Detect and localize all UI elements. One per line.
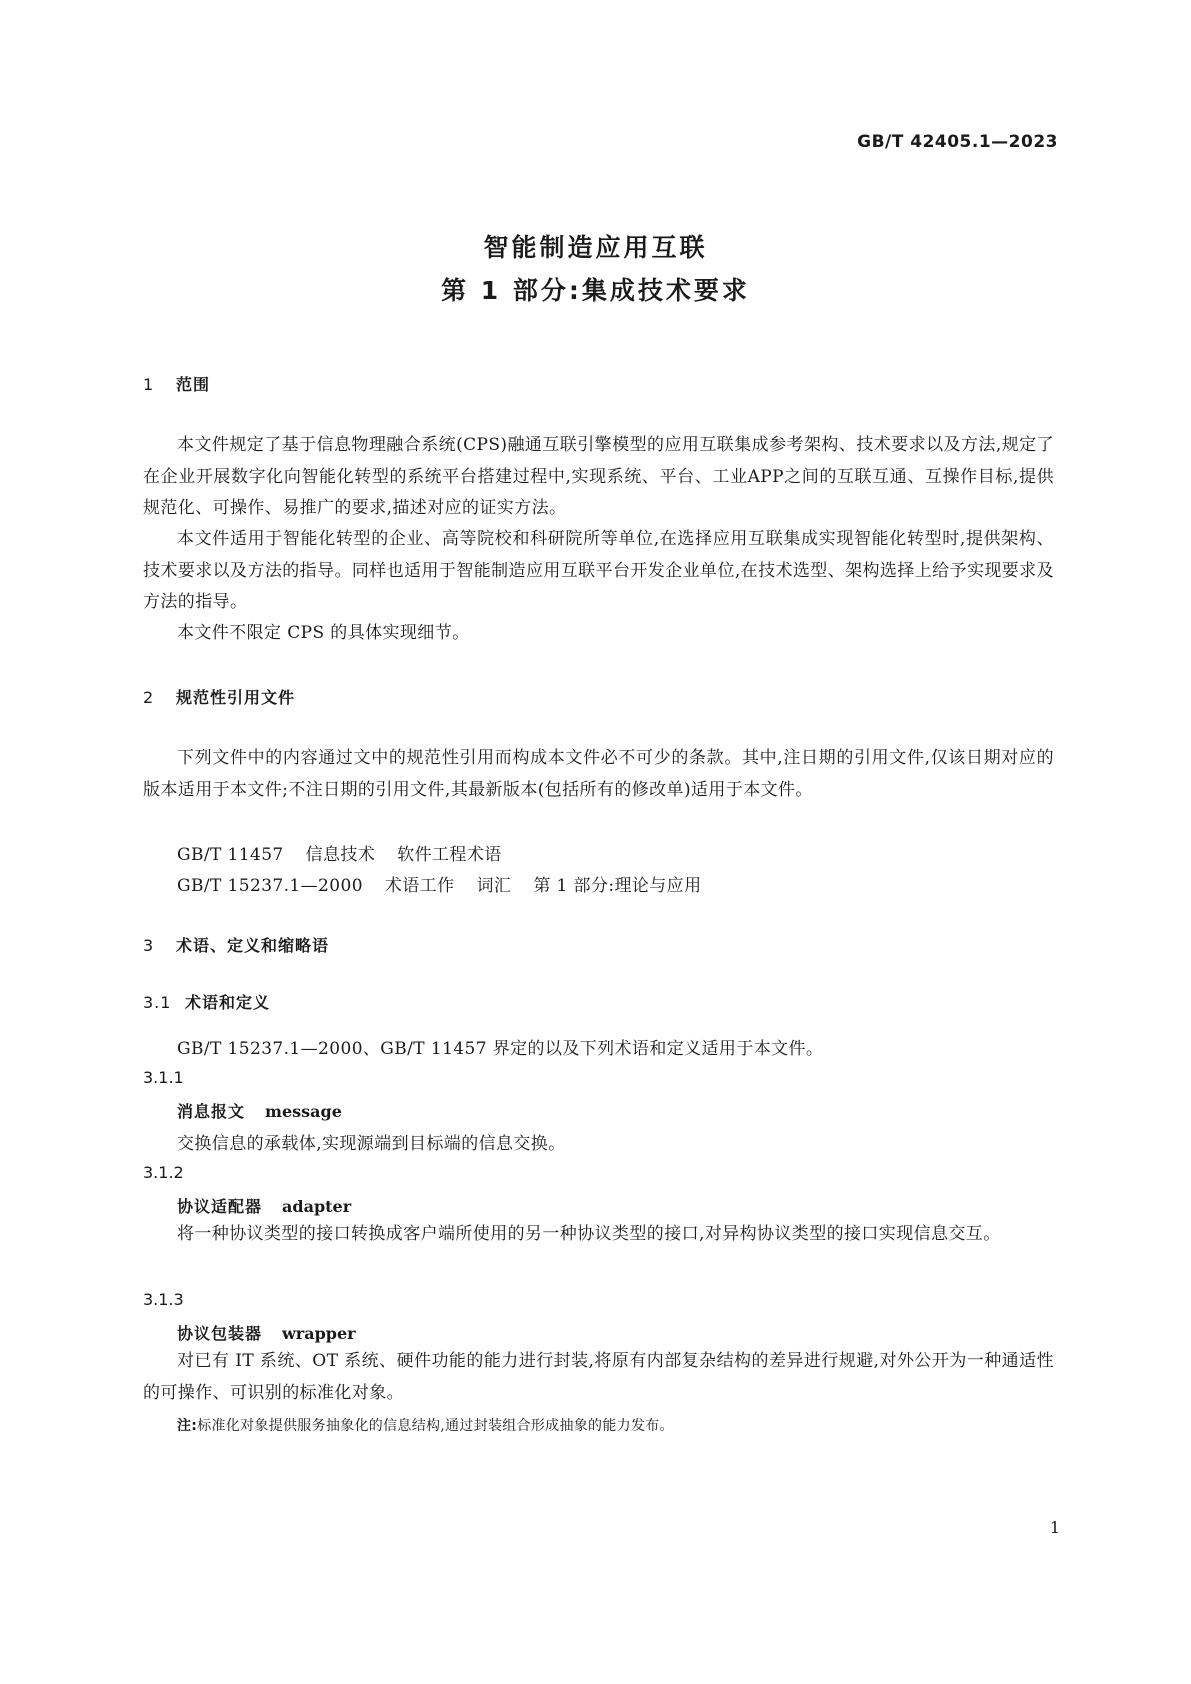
document-title-line1: 智能制造应用互联 — [483, 233, 708, 262]
note — [177, 1415, 674, 1435]
term-en: wrapper — [282, 1324, 356, 1343]
term-zh: 协议包装器 — [177, 1324, 263, 1343]
term-number: 3.1.1 — [143, 1068, 184, 1087]
section-3-heading — [143, 933, 329, 956]
term-definition: 将一种协议类型的接口转换成客户端所使用的另一种协议类型的接口,对异构协议类型的接口实现信息交互。 — [177, 1224, 1001, 1244]
term-definition: 交换信息的承载体,实现源端到目标端的信息交换。 — [177, 1134, 566, 1154]
section-title: 范围 — [176, 375, 211, 394]
section-number: 2 — [143, 688, 155, 707]
term-zh: 消息报文 — [177, 1102, 246, 1121]
section-title: 规范性引用文件 — [176, 688, 296, 707]
paragraph: 本文件不限定 CPS 的具体实现细节。 — [177, 623, 470, 643]
term-number: 3.1.3 — [143, 1290, 184, 1309]
reference-code: GB/T 11457 — [177, 845, 284, 865]
term-number: 3.1.2 — [143, 1163, 184, 1182]
term-en: adapter — [282, 1197, 352, 1216]
section-number: 3 — [143, 936, 155, 955]
reference-item — [177, 840, 502, 865]
reference-title: 第 1 部分:理论与应用 — [533, 876, 702, 896]
reference-code: GB/T 15237.1—2000 — [177, 876, 363, 896]
reference-title: 术语工作 — [384, 876, 455, 896]
subsection-number: 3.1 — [143, 993, 172, 1012]
terms-intro: GB/T 15237.1—2000、GB/T 11457 界定的以及下列术语和定义适用于本文件。 — [177, 1039, 824, 1059]
paragraph: 本文件适用于智能化转型的企业、高等院校和科研院所等单位,在选择应用互联集成实现智能化转型时,提供架构、技术要求以及方法的指导。同样也适用于智能制造应用互联平台开发企业单位,在技术选型、架构选择上给予实现要求及方法的指导。 — [143, 529, 1054, 612]
section-number: 1 — [143, 375, 155, 394]
reference-title: 信息技术 — [305, 845, 376, 865]
note-text: 标准化对象提供服务抽象化的信息结构,通过封装组合形成抽象的能力发布。 — [197, 1418, 674, 1434]
term-definition: 对已有 IT 系统、OT 系统、硬件功能的能力进行封装,将原有内部复杂结构的差异进行规避,对外公开为一种通适性的可操作、可识别的标准化对象。 — [143, 1351, 1054, 1403]
subsection-title: 术语和定义 — [185, 993, 271, 1012]
term-name — [177, 1194, 351, 1217]
document-title-line2: 第 1 部分:集成技术要求 — [441, 276, 750, 305]
term-zh: 协议适配器 — [177, 1197, 263, 1216]
note-label: 注: — [177, 1418, 198, 1434]
page-number: 1 — [1049, 1518, 1060, 1537]
section-1-heading — [143, 372, 210, 395]
paragraph: 下列文件中的内容通过文中的规范性引用而构成本文件必不可少的条款。其中,注日期的引用文件,仅该日期对应的版本适用于本文件;不注日期的引用文件,其最新版本(包括所有的修改单)适用于本文件。 — [143, 748, 1054, 800]
term-en: message — [265, 1102, 342, 1121]
standard-code: GB/T 42405.1—2023 — [857, 132, 1058, 152]
subsection-3-1-heading — [143, 990, 270, 1013]
paragraph: 本文件规定了基于信息物理融合系统(CPS)融通互联引擎模型的应用互联集成参考架构、技术要求以及方法,规定了在企业开展数字化向智能化转型的系统平台搭建过程中,实现系统、平台、工业APP之间的互联互通、互操作目标,提供规范化、可操作、易推广的要求,描述对应的证实方法。 — [143, 435, 1054, 518]
term-name — [177, 1099, 342, 1122]
reference-title: 软件工程术语 — [397, 845, 502, 865]
term-name — [177, 1321, 356, 1344]
section-title: 术语、定义和缩略语 — [176, 936, 330, 955]
section-2-heading — [143, 685, 295, 708]
reference-item — [177, 871, 701, 896]
reference-title: 词汇 — [476, 876, 512, 896]
